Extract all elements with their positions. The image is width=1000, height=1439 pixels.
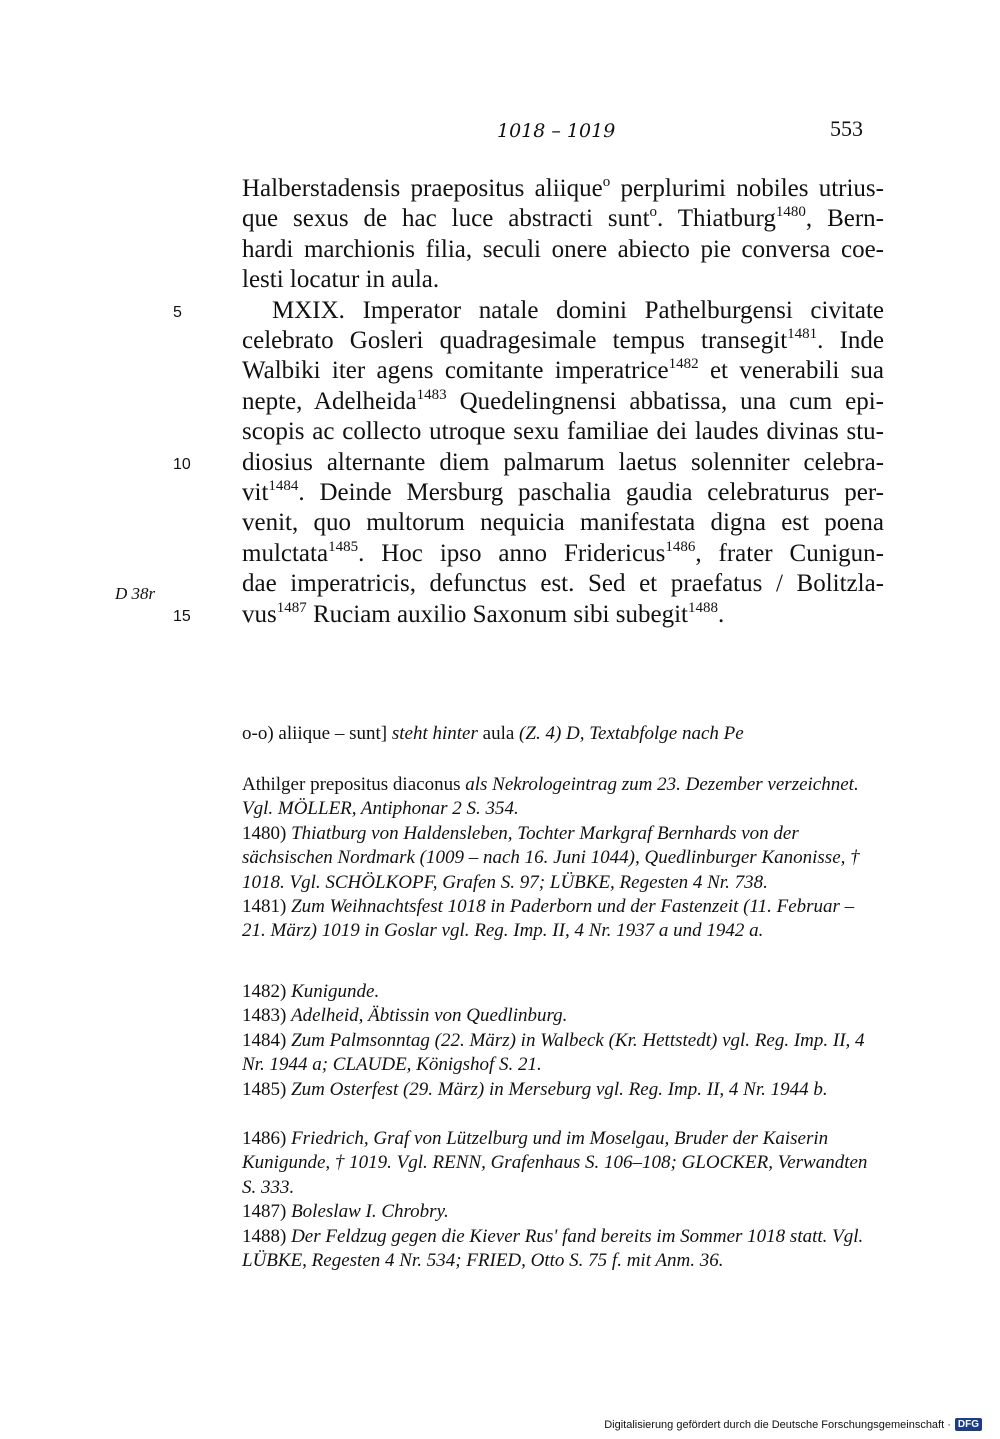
dfg-logo: DFG — [955, 1418, 982, 1431]
funding-credit-text: Digitalisierung gefördert durch die Deutsche Forschungsgemeinschaft · — [604, 1418, 951, 1431]
superscript-ref: 1480 — [775, 204, 806, 221]
italic-text: Boleslaw I. Chrobry. — [291, 1201, 449, 1222]
text-line: hardi marchionis filia, seculi onere abiecto pie conversa coe- — [242, 235, 884, 263]
italic-text: Der Feldzug gegen die Kiever Rus' fand bereits im Sommer 1018 statt. Vgl. LÜBKE, Regesten 4 Nr. 534; FRIED, Otto S. 75 f. mit Anm. 36. — [242, 1226, 864, 1272]
superscript-ref: o — [649, 204, 658, 221]
superscript-ref: 1484 — [268, 478, 299, 494]
footnote: 1486) Friedrich, Graf von Lützelburg und im Moselgau, Bruder der Kaiserin Kunigunde, † 1019. Vgl. RENN, Grafenhaus S. 106–108; GLOCKER, Verwandten S. 333. — [242, 1128, 868, 1198]
line-number: 15 — [173, 607, 191, 625]
superscript-ref: 1486 — [665, 538, 696, 555]
italic-text: Zum Weihnachtsfest 1018 in Paderborn und der Fastenzeit (11. Februar – 21. März) 1019 in Goslar vgl. Reg. Imp. II, 4 Nr. 1937 a und 1942 a. — [242, 896, 855, 942]
footnote: 1480) Thiatburg von Haldensleben, Tochter Markgraf Bernhards von der sächsischen Nordmark (1009 – nach 16. Juni 1044), Quedlinburger Kanonisse, † 1018. Vgl. SCHÖLKOPF, Grafen S. 97; LÜBKE, Regesten 4 Nr. 738. — [242, 823, 860, 893]
footnote: 1484) Zum Palmsonntag (22. März) in Walbeck (Kr. Hettstedt) vgl. Reg. Imp. II, 4 Nr. 1944 a; CLAUDE, Königshof S. 21. — [242, 1030, 865, 1076]
text-line: MXIX. Imperator natale domini Pathelburgensi civitate — [272, 296, 884, 324]
footnote: 1481) Zum Weihnachtsfest 1018 in Paderborn und der Fastenzeit (11. Februar – 21. März) 1019 in Goslar vgl. Reg. Imp. II, 4 Nr. 1937 a und 1942 a. — [242, 896, 855, 942]
textual-apparatus-note: o-o) aliique – sunt] steht hinter aula (Z. 4) D, Textabfolge nach Pe — [242, 723, 744, 744]
superscript-ref: 1481 — [787, 326, 818, 342]
italic-text: als Nekrologeintrag zum 23. Dezember verzeichnet. Vgl. MÖLLER, Antiphonar 2 S. 354. — [242, 774, 859, 820]
italic-text: Friedrich, Graf von Lützelburg und im Moselgau, Bruder der Kaiserin Kunigunde, † 1019. Vgl. RENN, Grafenhaus S. 106–108; GLOCKER, Verwandten S. 333. — [242, 1128, 868, 1198]
running-header-years: 1018 – 1019 — [497, 120, 616, 142]
italic-text: steht hinter — [391, 723, 478, 744]
superscript-ref: 1483 — [416, 386, 447, 403]
text-line: Walbiki iter agens comitante imperatrice$^{1482}$ et venerabili sua — [242, 356, 884, 385]
text-line: nepte, Adelheida$^{1483}$ Quedelingnensi abbatissa, una cum epi- — [242, 386, 884, 415]
page-number: 553 — [830, 116, 863, 141]
italic-text: Kunigunde. — [291, 981, 380, 1002]
text-line: venit, quo multorum nequicia manifestata digna est poena — [242, 509, 884, 537]
italic-text: Adelheid, Äbtissin von Quedlinburg. — [291, 1005, 568, 1026]
footnote: 1485) Zum Osterfest (29. März) in Merseburg vgl. Reg. Imp. II, 4 Nr. 1944 b. — [242, 1079, 828, 1100]
margin-reference: D 38r — [115, 584, 156, 603]
line-number: 5 — [173, 303, 182, 321]
superscript-ref: 1488 — [687, 599, 718, 616]
text-line: celebrato Gosleri quadragesimale tempus transegit$^{1481}$. Inde — [242, 326, 885, 354]
text-line: vit$^{1484}$. Deinde Mersburg paschalia gaudia celebraturus per- — [242, 478, 884, 506]
text-line: lesti locatur in aula. — [242, 266, 440, 294]
footnote: 1488) Der Feldzug gegen die Kiever Rus' fand bereits im Sommer 1018 statt. Vgl. LÜBKE, Regesten 4 Nr. 534; FRIED, Otto S. 75 f. mit Anm. 36. — [242, 1226, 864, 1272]
line-number: 10 — [173, 455, 191, 473]
footnote: 1483) Adelheid, Äbtissin von Quedlinburg. — [242, 1005, 568, 1026]
italic-text: Zum Osterfest (29. März) in Merseburg vgl. Reg. Imp. II, 4 Nr. 1944 b. — [291, 1079, 828, 1100]
superscript-ref: 1487 — [276, 599, 307, 616]
text-line: dae imperatricis, defunctus est. Sed et praefatus / Bolitzla- — [242, 570, 884, 598]
footnote: 1487) Boleslaw I. Chrobry. — [242, 1201, 449, 1222]
text-line: mulctata$^{1485}$. Hoc ipso anno Fridericus$^{1486}$, frater Cunigun- — [242, 538, 884, 567]
text-line: Halberstadensis praepositus aliique$^o$ perplurimi nobiles utrius- — [242, 174, 884, 202]
footnote: Athilger prepositus diaconus als Nekrologeintrag zum 23. Dezember verzeichnet. Vgl. MÖLLER, Antiphonar 2 S. 354. — [242, 774, 859, 820]
footnote: 1482) Kunigunde. — [242, 981, 380, 1002]
text-line: diosius alternante diem palmarum laetus solenniter celebra- — [242, 448, 884, 476]
italic-text: (Z. 4) D, Textabfolge nach Pe — [519, 723, 744, 744]
text-line: scopis ac collecto utroque sexu familiae dei laudes divinas stu- — [242, 418, 884, 446]
italic-text: Zum Palmsonntag (22. März) in Walbeck (Kr. Hettstedt) vgl. Reg. Imp. II, 4 Nr. 1944 a; CLAUDE, Königshof S. 21. — [242, 1030, 865, 1076]
superscript-ref: o — [602, 174, 611, 190]
superscript-ref: 1485 — [328, 538, 359, 555]
footer-credit — [604, 1418, 982, 1431]
superscript-ref: 1482 — [668, 356, 699, 373]
text-line: vus$^{1487}$ Ruciam auxilio Saxonum sibi subegit$^{1488}$. — [242, 599, 725, 628]
text-line: que sexus de hac luce abstracti sunt$^o$. Thiatburg$^{1480}$, Bern- — [242, 204, 885, 233]
italic-text: Thiatburg von Haldensleben, Tochter Markgraf Bernhards von der sächsischen Nordmark (1009 – nach 16. Juni 1044), Quedlinburger Kanonisse, † 1018. Vgl. SCHÖLKOPF, Grafen S. 97; LÜBKE, Regesten 4 Nr. 738. — [242, 823, 860, 893]
